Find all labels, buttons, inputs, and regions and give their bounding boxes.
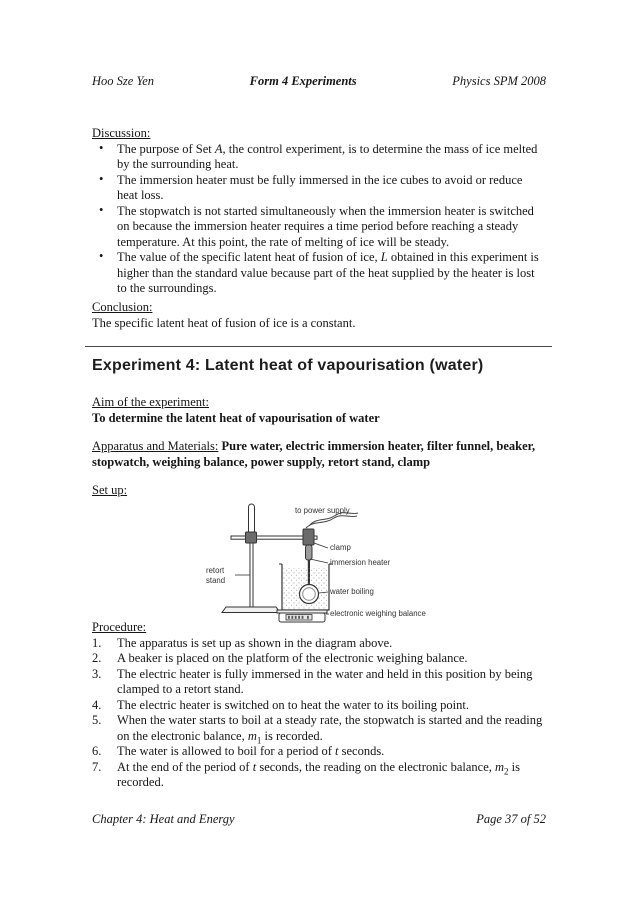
header-author: Hoo Sze Yen [92, 74, 155, 88]
item-number: 1. [92, 635, 102, 650]
diagram-label-water-boiling: water boiling [330, 587, 374, 596]
discussion-list [92, 142, 546, 297]
item-number: 3. [92, 666, 102, 681]
aim-section [92, 395, 546, 426]
bullet-text: The stopwatch is not started simultaneously when the immersion heater is switched on because the immersion heater requires a time period before reaching a steady temperature. At this point, the rate of melting of ice will be steady. [117, 203, 534, 249]
item-number: 5. [92, 713, 102, 727]
procedure-list [92, 636, 546, 791]
item-text: A beaker is placed on the platform of the electronic weighing balance. [117, 651, 468, 665]
list-item [92, 760, 546, 791]
diagram-label-retort-stand: retort [206, 566, 225, 575]
setup-heading: Set up: [92, 483, 128, 497]
list-item [92, 636, 546, 652]
item-number: 2. [92, 651, 102, 665]
bullet-text: The purpose of Set A, the control experiment, is to determine the mass of ice melted by the surrounding heat. [117, 141, 538, 171]
list-item [92, 651, 546, 667]
apparatus-label: Apparatus and Materials: [92, 439, 219, 453]
section-divider [85, 346, 552, 347]
apparatus-text: Pure water, electric immersion heater, filter funnel, beaker, stopwatch, weighing balance, power supply, retort stand, clamp [92, 439, 536, 469]
item-number: 4. [92, 697, 102, 712]
clamp-boss-icon [246, 532, 257, 543]
page-header [92, 74, 546, 90]
page-footer [92, 812, 546, 828]
list-item [92, 744, 546, 760]
list-item [92, 713, 546, 744]
discussion-section [92, 126, 546, 297]
bullet-icon: • [99, 140, 104, 155]
item-text: The electric heater is switched on to heat the water to its boiling point. [117, 697, 469, 712]
item-text: The water is allowed to boil for a period of t seconds. [117, 744, 385, 758]
conclusion-section [92, 300, 546, 331]
retort-stand-rod [250, 532, 253, 611]
clamp-jaw-icon [303, 529, 314, 545]
discussion-heading: Discussion: [92, 126, 151, 140]
list-item [92, 173, 546, 204]
item-text: At the end of the period of t seconds, the reading on the electronic balance, $m_2$ is recorded. [117, 759, 521, 789]
bullet-text: The immersion heater must be fully immersed in the ice cubes to avoid or reduce heat loss. [117, 172, 523, 202]
footer-chapter: Chapter 4: Heat and Energy [92, 812, 235, 826]
setup-diagram [198, 502, 448, 624]
procedure-section [92, 620, 546, 791]
bullet-icon: • [99, 171, 104, 186]
item-number: 7. [92, 759, 102, 774]
bullet-text: The value of the specific latent heat of fusion of ice, L obtained in this experiment is higher than the standard value because part of the heat supplied by the heater is lost to the surroundings. [117, 250, 539, 295]
diagram-label-retort-stand: stand [206, 576, 226, 585]
aim-text: To determine the latent heat of vapourisation of water [92, 410, 380, 425]
bullet-icon: • [99, 202, 104, 217]
list-item [92, 142, 546, 173]
heater-handle [306, 545, 313, 560]
item-text: The electric heater is fully immersed in the water and held in this position by being clamped to a retort stand. [117, 666, 533, 696]
apparatus-section [92, 439, 546, 470]
aim-heading: Aim of the experiment: [92, 395, 209, 409]
retort-stand-base [222, 607, 280, 613]
leader-line [310, 559, 328, 563]
list-item [92, 698, 546, 714]
bullet-icon: • [99, 249, 104, 263]
diagram-label-immersion-heater: immersion heater [330, 558, 391, 567]
leader-line [314, 543, 328, 548]
conclusion-heading: Conclusion: [92, 300, 153, 314]
procedure-heading: Procedure: [92, 620, 147, 634]
list-item [92, 667, 546, 698]
item-number: 6. [92, 744, 102, 758]
conclusion-text: The specific latent heat of fusion of ice is a constant. [92, 315, 356, 330]
diagram-label-clamp: clamp [330, 543, 351, 552]
diagram-label-weighing-balance: electronic weighing balance [330, 609, 426, 618]
item-text: When the water starts to boil at a steady rate, the stopwatch is started and the reading on the electronic balance, $m_1$ is recorded. [117, 713, 543, 745]
list-item [92, 250, 546, 297]
list-item [92, 204, 546, 251]
header-title: Form 4 Experiments [249, 74, 357, 88]
item-text: The apparatus is set up as shown in the diagram above. [117, 635, 393, 650]
footer-page-number: Page 37 of 52 [476, 812, 546, 826]
diagram-label-power-supply: to power supply [295, 506, 350, 515]
header-edition: Physics SPM 2008 [452, 74, 546, 88]
experiment-title: Experiment 4: Latent heat of vapourisation (water) [92, 357, 484, 374]
